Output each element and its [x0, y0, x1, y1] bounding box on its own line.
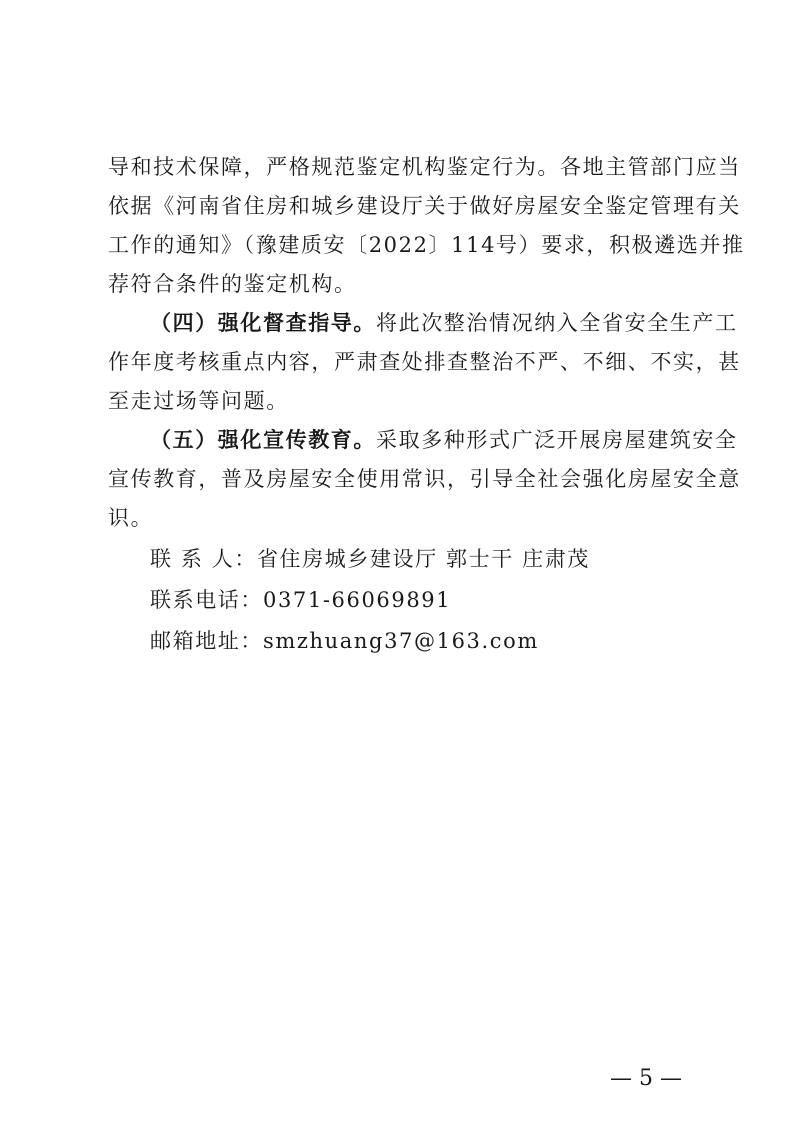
page-number: — 5 —: [610, 1066, 682, 1091]
body-line: 依据《河南省住房和城乡建设厅关于做好房屋安全鉴定管理有关: [108, 194, 741, 218]
body-line: 宣传教育，普及房屋安全使用常识，引导全社会强化房屋安全意: [108, 467, 741, 491]
contact-phone: 联系电话：0371-66069891: [150, 588, 452, 612]
body-line: 作年度考核重点内容，严肃查处排查整治不严、不细、不实，甚: [108, 350, 741, 374]
body-line: [150, 310, 750, 336]
contact-email: 邮箱地址：smzhuang37@163.com: [150, 629, 539, 653]
section-heading: （四）强化督查指导。: [150, 311, 376, 335]
body-line: 至走过场等问题。: [108, 389, 289, 413]
body-text: 将此次整治情况纳入全省安全生产工: [376, 311, 738, 335]
contact-person: 联 系 人：省住房城乡建设厅 郭士干 庄肃茂: [150, 547, 590, 571]
body-line: 工作的通知》（豫建质安〔2022〕114号）要求，积极遴选并推: [108, 233, 745, 257]
body-line: 导和技术保障，严格规范鉴定机构鉴定行为。各地主管部门应当: [108, 155, 741, 179]
section-heading: （五）强化宣传教育。: [150, 428, 376, 452]
body-text: 采取多种形式广泛开展房屋建筑安全: [376, 428, 738, 452]
body-line: 识。: [108, 506, 154, 530]
body-line: 荐符合条件的鉴定机构。: [108, 272, 357, 296]
body-line: [150, 427, 750, 453]
